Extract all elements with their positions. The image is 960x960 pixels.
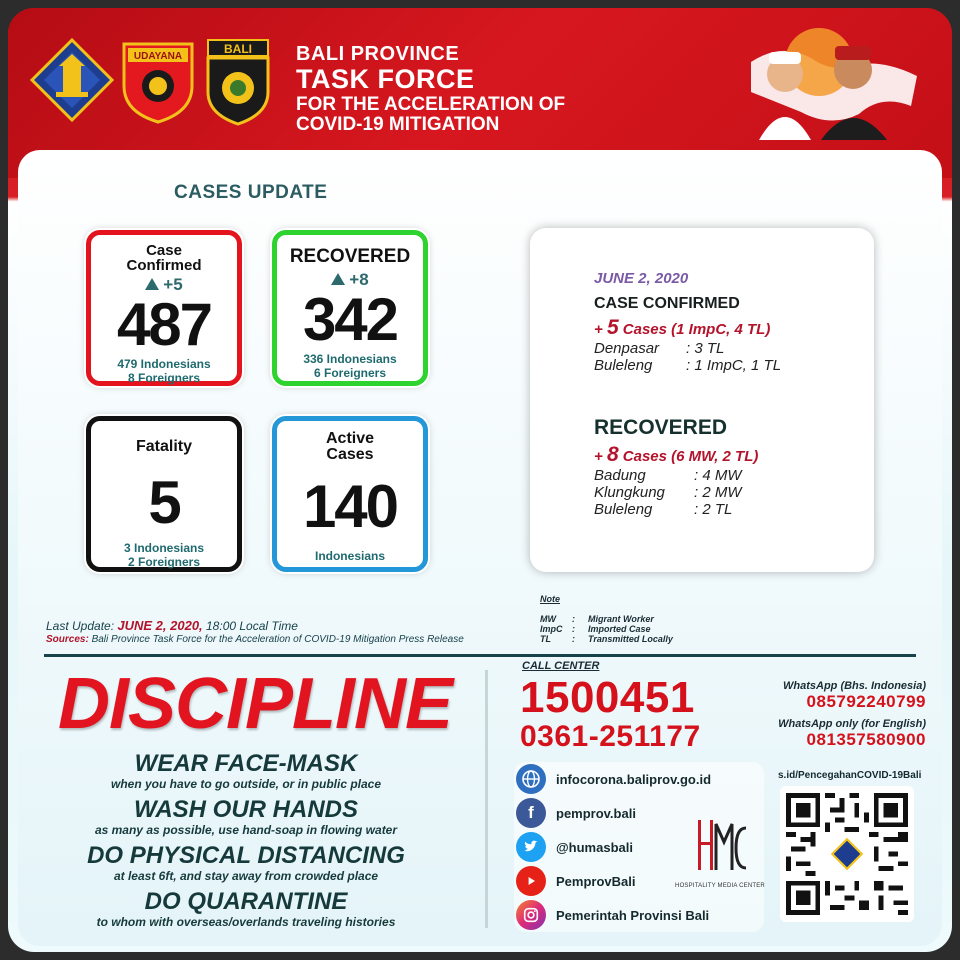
qr-code[interactable] xyxy=(780,786,914,922)
detail-date: JUNE 2, 2020 xyxy=(594,270,689,287)
region-value: : 1 ImpC, 1 TL xyxy=(686,357,782,374)
bali-logo-text: BALI xyxy=(224,42,252,56)
header-line-taskforce: TASK FORCE xyxy=(296,64,475,94)
confirmed-sub-1: 479 Indonesians xyxy=(117,357,211,371)
social-link-instagram[interactable] xyxy=(516,900,709,930)
youtube-icon xyxy=(516,866,546,896)
header-line-mitigation: COVID-19 MITIGATION xyxy=(296,114,500,135)
rule-item xyxy=(26,798,466,837)
detail-confirmed-row xyxy=(594,357,874,374)
header-line-acceleration: FOR THE ACCELERATION OF xyxy=(296,94,566,115)
last-update xyxy=(46,618,298,633)
fatality-card xyxy=(86,416,242,572)
whatsapp-indonesia-label: WhatsApp (Bhs. Indonesia) xyxy=(783,680,926,692)
note-colon: : xyxy=(572,614,575,624)
rule-sub: when you have to go outside, or in public place xyxy=(110,777,382,791)
region-name: Denpasar xyxy=(594,340,660,357)
recovered-sub-1: 336 Indonesians xyxy=(303,352,397,366)
region-name: Buleleng xyxy=(594,501,653,518)
fatality-sub-2: 2 Foreigners xyxy=(127,555,201,570)
region-value: : 2 TL xyxy=(694,501,733,518)
recovered-card xyxy=(272,230,428,386)
note-abbr: ImpC xyxy=(540,624,563,634)
bali-police-emblem xyxy=(202,36,274,126)
note-meaning: Transmitted Locally xyxy=(588,634,673,644)
confirmed-card xyxy=(86,230,242,386)
facebook-icon: f xyxy=(516,798,546,828)
whatsapp-indonesia-number[interactable]: 085792240799 xyxy=(806,692,926,711)
note-abbr: TL xyxy=(540,634,551,644)
active-value: 140 xyxy=(302,473,398,540)
detail-recovered-rest: Cases (6 MW, 2 TL) xyxy=(618,448,759,465)
rule-sub: at least 6ft, and stay away from crowded place xyxy=(113,869,379,883)
globe-icon xyxy=(516,764,546,794)
rule-sub: as many as possible, use hand-soap in flowing water xyxy=(94,823,398,837)
rule-heading: WEAR FACE-MASK xyxy=(134,750,358,777)
note-abbr: MW xyxy=(540,614,556,624)
note-row xyxy=(540,614,673,624)
section-divider xyxy=(44,654,916,657)
detail-recovered-row xyxy=(594,501,874,518)
last-update-date: JUNE 2, 2020, xyxy=(117,618,203,633)
bali-province-emblem xyxy=(30,38,114,122)
sources xyxy=(46,634,464,645)
detail-confirmed-plus: + xyxy=(594,321,607,338)
whatsapp-english-number[interactable]: 081357580900 xyxy=(806,730,926,749)
fatality-sub-1: 3 Indonesians xyxy=(123,541,205,555)
last-update-time: 18:00 Local Time xyxy=(202,619,298,633)
active-title-1: Active xyxy=(325,430,375,447)
note-row xyxy=(540,624,673,634)
social-link-text: @humasbali xyxy=(556,839,633,855)
note-colon: : xyxy=(572,624,575,634)
confirmed-value: 487 xyxy=(116,291,212,358)
instagram-icon xyxy=(516,900,546,930)
recovered-value: 342 xyxy=(302,286,398,353)
detail-recovered-cases xyxy=(594,443,874,467)
whatsapp-indonesia xyxy=(783,680,926,712)
recovered-delta-value: +8 xyxy=(349,270,369,289)
recovered-sub-2: 6 Foreigners xyxy=(313,366,387,381)
active-title-2: Cases xyxy=(326,446,374,463)
rule-heading: WASH OUR HANDS xyxy=(133,796,358,823)
confirmed-sub-2: 8 Foreigners xyxy=(127,371,201,386)
confirmed-delta-value: +5 xyxy=(163,275,183,294)
region-value: : 2 MW xyxy=(694,484,742,501)
social-link-text: infocorona.baliprov.go.id xyxy=(556,771,712,787)
fatality-value: 5 xyxy=(148,469,180,536)
active-sub-1: Indonesians xyxy=(314,549,385,563)
social-link-text: PemprovBali xyxy=(556,873,636,889)
call-center-number-2[interactable]: 0361-251177 xyxy=(520,720,701,753)
officials-photo xyxy=(741,22,926,142)
header-title xyxy=(296,44,565,134)
daily-detail-box xyxy=(530,228,874,572)
social-link-text: pemprov.bali xyxy=(556,805,636,821)
detail-confirmed-num: 5 xyxy=(606,316,619,339)
detail-confirmed-rest: Cases (1 ImpC, 4 TL) xyxy=(618,321,771,338)
social-link-twitter[interactable] xyxy=(516,832,633,862)
rule-heading: DO PHYSICAL DISTANCING xyxy=(87,842,405,869)
udayana-emblem xyxy=(120,40,196,124)
detail-confirmed-title: CASE CONFIRMED xyxy=(594,295,740,312)
detail-recovered-plus: + xyxy=(594,448,607,465)
recovered-title: RECOVERED xyxy=(289,246,411,267)
whatsapp-english xyxy=(778,718,926,750)
rule-item xyxy=(26,844,466,883)
twitter-icon xyxy=(516,832,546,862)
active-cases-card xyxy=(272,416,428,572)
note-meaning: Imported Case xyxy=(588,624,651,634)
region-name: Klungkung xyxy=(594,484,665,501)
discipline-heading: DISCIPLINE xyxy=(58,664,453,744)
region-name: Buleleng xyxy=(594,357,653,374)
confirmed-title-2: Confirmed xyxy=(126,257,202,274)
abbreviation-note xyxy=(540,594,673,644)
column-divider xyxy=(485,670,488,928)
call-center-label: CALL CENTER xyxy=(522,660,600,672)
sources-label: Sources: xyxy=(46,634,89,645)
region-name: Badung xyxy=(594,467,646,484)
last-update-label: Last Update: xyxy=(46,619,118,633)
confirmed-title-1: Case xyxy=(146,242,182,259)
social-link-youtube[interactable] xyxy=(516,866,635,896)
detail-recovered-row xyxy=(594,484,874,501)
detail-confirmed-row xyxy=(594,340,874,357)
region-value: : 4 MW xyxy=(694,467,742,484)
rule-item xyxy=(26,890,466,929)
detail-recovered-num: 8 xyxy=(606,443,619,466)
cases-update-heading: CASES UPDATE xyxy=(174,182,328,203)
up-triangle-icon xyxy=(145,278,159,290)
call-center-number-1[interactable]: 1500451 xyxy=(520,673,695,722)
social-link-website[interactable] xyxy=(516,764,711,794)
udayana-logo-text: UDAYANA xyxy=(133,51,183,62)
fatality-title: Fatality xyxy=(135,438,192,455)
up-triangle-icon xyxy=(331,273,345,285)
hmc-label: HOSPITALITY MEDIA CENTER xyxy=(675,883,765,889)
note-row xyxy=(540,634,673,644)
qr-url[interactable]: s.id/PencegahanCOVID-19Bali xyxy=(778,770,922,781)
social-link-text: Pemerintah Provinsi Bali xyxy=(556,907,710,923)
detail-recovered-title: RECOVERED xyxy=(594,416,728,439)
hospitality-media-center-logo xyxy=(670,814,770,892)
note-colon: : xyxy=(572,634,575,644)
rule-item xyxy=(26,752,466,791)
note-title: Note xyxy=(540,594,560,604)
sources-text: Bali Province Task Force for the Acceleration of COVID-19 Mitigation Press Release xyxy=(88,634,464,645)
header-line-province: BALI PROVINCE xyxy=(296,43,460,65)
region-value: : 3 TL xyxy=(686,340,725,357)
detail-confirmed-cases xyxy=(594,316,874,340)
whatsapp-english-label: WhatsApp only (for English) xyxy=(778,718,926,730)
rule-sub: to whom with overseas/overlands traveling histories xyxy=(96,915,396,929)
detail-recovered-row xyxy=(594,467,874,484)
rule-heading: DO QUARANTINE xyxy=(144,888,348,915)
social-link-facebook[interactable] xyxy=(516,798,636,828)
note-meaning: Migrant Worker xyxy=(588,614,654,624)
